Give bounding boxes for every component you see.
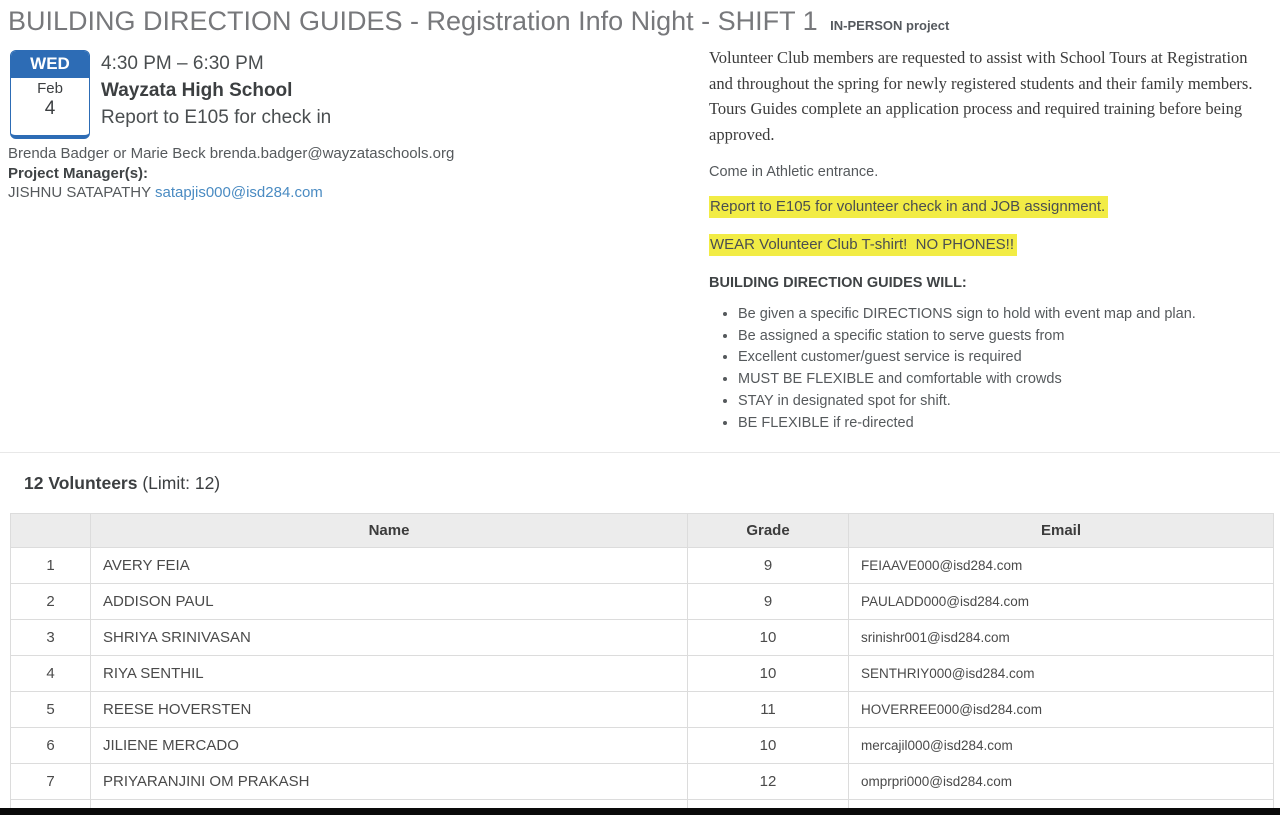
list-item: • MUST BE FLEXIBLE and comfortable with crowds [738, 369, 1280, 391]
page-title: BUILDING DIRECTION GUIDES - Registration Info Night - SHIFT 1 [8, 6, 818, 36]
cell-email: FEIAAVE000@isd284.com [849, 548, 1274, 584]
column-header-email: Email [849, 514, 1274, 548]
cell-number: 4 [11, 656, 91, 692]
volunteers-tbody [11, 548, 1274, 815]
page-header [0, 0, 1280, 37]
table-row [11, 728, 1274, 764]
list-item: • Be assigned a specific station to serve guests from [738, 326, 1280, 348]
cell-name: SHRIYA SRINIVASAN [91, 620, 688, 656]
cell-name: JILIENE MERCADO [91, 728, 688, 764]
cell-grade: 10 [688, 728, 849, 764]
cell-grade: 12 [688, 764, 849, 800]
cell-grade: 10 [688, 620, 849, 656]
guides-will-list [709, 304, 1280, 434]
table-row [11, 584, 1274, 620]
description-line: Tours Guides complete an application process and required training before being [709, 99, 1243, 118]
column-header-grade: Grade [688, 514, 849, 548]
cell-number: 7 [11, 764, 91, 800]
cell-name: ADDISON PAUL [91, 584, 688, 620]
table-row [11, 620, 1274, 656]
description-line: and throughout the spring for newly registered students and their family members. [709, 73, 1253, 93]
event-checkin-note: Report to E105 for check in [101, 107, 332, 128]
event-location: Wayzata High School [101, 80, 293, 101]
table-row [11, 764, 1274, 800]
cell-email: SENTHRIY000@isd284.com [849, 656, 1274, 692]
date-card [10, 50, 90, 139]
volunteers-limit: (Limit: 12) [142, 473, 221, 493]
cell-name: AVERY FEIA [91, 548, 688, 584]
cell-name: RIYA SENTHIL [91, 656, 688, 692]
description-line: Volunteer Club members are requested to assist with School Tours at Registration [709, 48, 1248, 67]
in-person-badge: IN-PERSON project [830, 18, 950, 33]
project-manager-email-link[interactable]: satapjis000@isd284.com [154, 184, 323, 201]
project-description [709, 45, 1280, 445]
date-day: 4 [44, 98, 56, 119]
cell-grade: 9 [688, 584, 849, 620]
bottom-dark-bar [0, 808, 1280, 815]
volunteers-count: 12 Volunteers [24, 473, 138, 493]
cell-email: mercajil000@isd284.com [849, 728, 1274, 764]
cell-number: 5 [11, 692, 91, 728]
highlighted-tshirt-note: WEAR Volunteer Club T-shirt! NO PHONES!! [709, 234, 1017, 256]
project-managers-label: Project Manager(s): [8, 165, 149, 182]
table-row [11, 656, 1274, 692]
event-time-range: 4:30 PM – 6:30 PM [101, 53, 264, 74]
list-item: • Excellent customer/guest service is required [738, 347, 1280, 369]
list-item: • STAY in designated spot for shift. [738, 391, 1280, 413]
cell-name: PRIYARANJINI OM PRAKASH [91, 764, 688, 800]
cell-email: HOVERREE000@isd284.com [849, 692, 1274, 728]
guides-will-heading: BUILDING DIRECTION GUIDES WILL: [709, 275, 967, 291]
column-header-name: Name [91, 514, 688, 548]
cell-email: PAULADD000@isd284.com [849, 584, 1274, 620]
cell-email: srinishr001@isd284.com [849, 620, 1274, 656]
volunteers-section [0, 452, 1280, 815]
highlighted-checkin-note: Report to E105 for volunteer check in and JOB assignment. [709, 196, 1108, 218]
cell-number: 3 [11, 620, 91, 656]
event-times [101, 50, 331, 139]
description-line: approved. [709, 124, 775, 144]
list-item: • BE FLEXIBLE if re-directed [738, 413, 1280, 435]
cell-name: REESE HOVERSTEN [91, 692, 688, 728]
column-header-number [11, 514, 91, 548]
volunteers-table [10, 513, 1274, 815]
entrance-note: Come in Athletic entrance. [709, 164, 879, 180]
cell-number: 6 [11, 728, 91, 764]
cell-grade: 10 [688, 656, 849, 692]
project-manager-name: JISHNU SATAPATHY [8, 184, 151, 201]
table-header-row [11, 514, 1274, 548]
cell-grade: 11 [688, 692, 849, 728]
date-month: Feb [37, 80, 63, 97]
cell-number: 1 [11, 548, 91, 584]
date-day-of-week: WED [11, 51, 89, 78]
cell-grade: 9 [688, 548, 849, 584]
list-item: • Be given a specific DIRECTIONS sign to hold with event map and plan. [738, 304, 1280, 326]
cell-email: omprpri000@isd284.com [849, 764, 1274, 800]
cell-number: 2 [11, 584, 91, 620]
table-row [11, 548, 1274, 584]
contact-line: Brenda Badger or Marie Beck brenda.badger@wayzataschools.org [8, 145, 455, 162]
table-row [11, 692, 1274, 728]
volunteers-heading [24, 473, 1280, 494]
